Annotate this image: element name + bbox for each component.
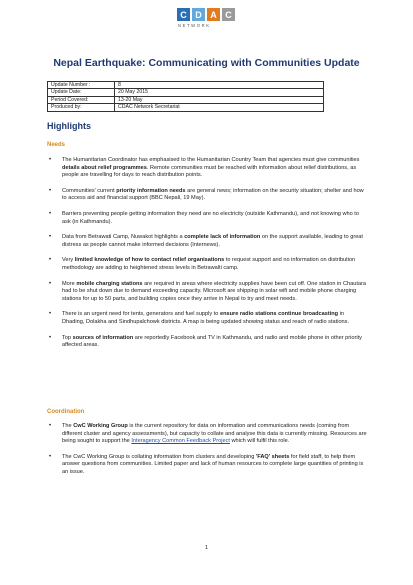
item-text: There is an urgent need for tents, generators and fuel supply to <box>62 311 220 318</box>
logo-subtitle: NETWORK <box>178 23 211 28</box>
info-label: Update Date: <box>48 89 115 96</box>
list-item <box>47 257 367 272</box>
item-text: are general news; information on the security situation; shelter and how to access aid and financial support (BBC Nepali, 19 May). <box>62 187 364 202</box>
info-label: Produced by: <box>48 104 115 111</box>
logo-letter-c: C <box>177 8 190 21</box>
item-bold: CwC Working Group <box>73 423 128 429</box>
coordination-heading: Coordination <box>47 409 85 415</box>
list-item <box>47 311 367 326</box>
item-text: Top <box>62 334 73 341</box>
item-bold: ensure radio stations continue broadcasting <box>219 311 339 318</box>
item-text: are required in areas where electricity supplies have been cut off. One station in Chautara had to be shut down due to demand exceeding capacity. Microsoft are shipping in solar wifi and mobile phone charging stations for up to 50 parts, and building copies once they arrive in Nepal to try and meet needs. <box>62 280 366 302</box>
item-text: is the current repository for data on information and communications needs (coming from different cluster and agency assessments), but capacity to collate and analyse this data is currently missing. Resources are being sought to support the <box>62 423 367 445</box>
list-item <box>47 335 367 350</box>
info-value: CDAC Network Secretariat <box>115 104 324 111</box>
info-value: 20 May 2015 <box>115 89 324 96</box>
list-item <box>47 454 367 477</box>
item-text: which will fulfil this role. <box>229 438 290 445</box>
item-bold: complete lack of information <box>184 234 261 241</box>
update-info-table <box>47 81 324 112</box>
info-row <box>48 96 324 103</box>
item-bold: 'FAQ' sheets <box>255 453 290 460</box>
list-item <box>47 423 367 446</box>
item-bold: priority information needs <box>116 187 186 194</box>
coordination-list <box>47 423 367 485</box>
document-title: Nepal Earthquake: Communicating with Communities Update <box>53 57 360 69</box>
item-text: in Dhading, Dolakha and Sindhupalchowk districts. A map is being updated showing status and reach of radio stations. <box>62 311 350 325</box>
info-row <box>48 82 324 89</box>
logo-letter-d: D <box>192 8 205 21</box>
info-row <box>48 89 324 96</box>
item-text: Very <box>62 257 75 264</box>
item-bold: details about relief programmes <box>62 164 147 171</box>
item-text: Barriers preventing people getting information they need are no electricity (outside Kathmandu), and not knowing who to ask (in Kathmandu). <box>62 210 359 225</box>
logo-letter-c2: C <box>222 8 235 21</box>
item-text: to request support and no information on distribution methodology are adding to heightened stress levels in Betrawalti camp. <box>62 257 356 271</box>
needs-heading: Needs <box>47 142 66 148</box>
interagency-feedback-link[interactable]: Interagency Common Feedback Project <box>131 438 230 445</box>
item-bold: mobile charging stations <box>76 280 143 287</box>
item-text: Communities' current <box>62 187 117 194</box>
list-item <box>47 234 367 249</box>
info-label: Update Number : <box>48 82 115 89</box>
page-number: 1 <box>204 545 209 551</box>
item-bold: limited knowledge of how to contact relief organisations <box>74 257 225 264</box>
info-value: 8 <box>115 82 324 89</box>
item-text: on the support available, leading to great distress as people cannot make informed decisions (Internews). <box>62 234 363 248</box>
item-bold: sources of information <box>72 334 134 341</box>
info-row <box>48 104 324 111</box>
logo-letter-a: A <box>207 8 220 21</box>
list-item <box>47 211 367 226</box>
cdac-logo <box>177 8 235 28</box>
item-text: Data from Betrawati Camp, Nuwakot highlights a <box>62 234 185 241</box>
list-item <box>47 188 367 203</box>
info-value: 13-20 May <box>115 96 324 103</box>
info-label: Period Covered: <box>48 96 115 103</box>
item-text: . Remote communities must be reached with information about relief distributions, as people are travelling for days to reach distribution points. <box>62 164 357 179</box>
item-text: are reportedly Facebook and TV in Kathmandu, and radio and mobile phone in other priority affected areas. <box>62 334 362 349</box>
highlights-heading: Highlights <box>47 121 91 131</box>
item-text: More <box>62 280 77 287</box>
list-item <box>47 281 367 304</box>
list-item <box>47 157 367 180</box>
needs-list <box>47 157 367 358</box>
item-text: The CwC Working Group is collating information from clusters and developing <box>62 453 256 460</box>
item-text: for field staff, to help them answer questions from communities. Limited paper and lack of human resources to complete large quantities of printing is an issue. <box>62 453 364 475</box>
item-text: The <box>62 423 74 429</box>
item-text: The Humanitarian Coordinator has emphasised to the Humanitarian Country Team that agencies must give communities <box>62 157 360 163</box>
